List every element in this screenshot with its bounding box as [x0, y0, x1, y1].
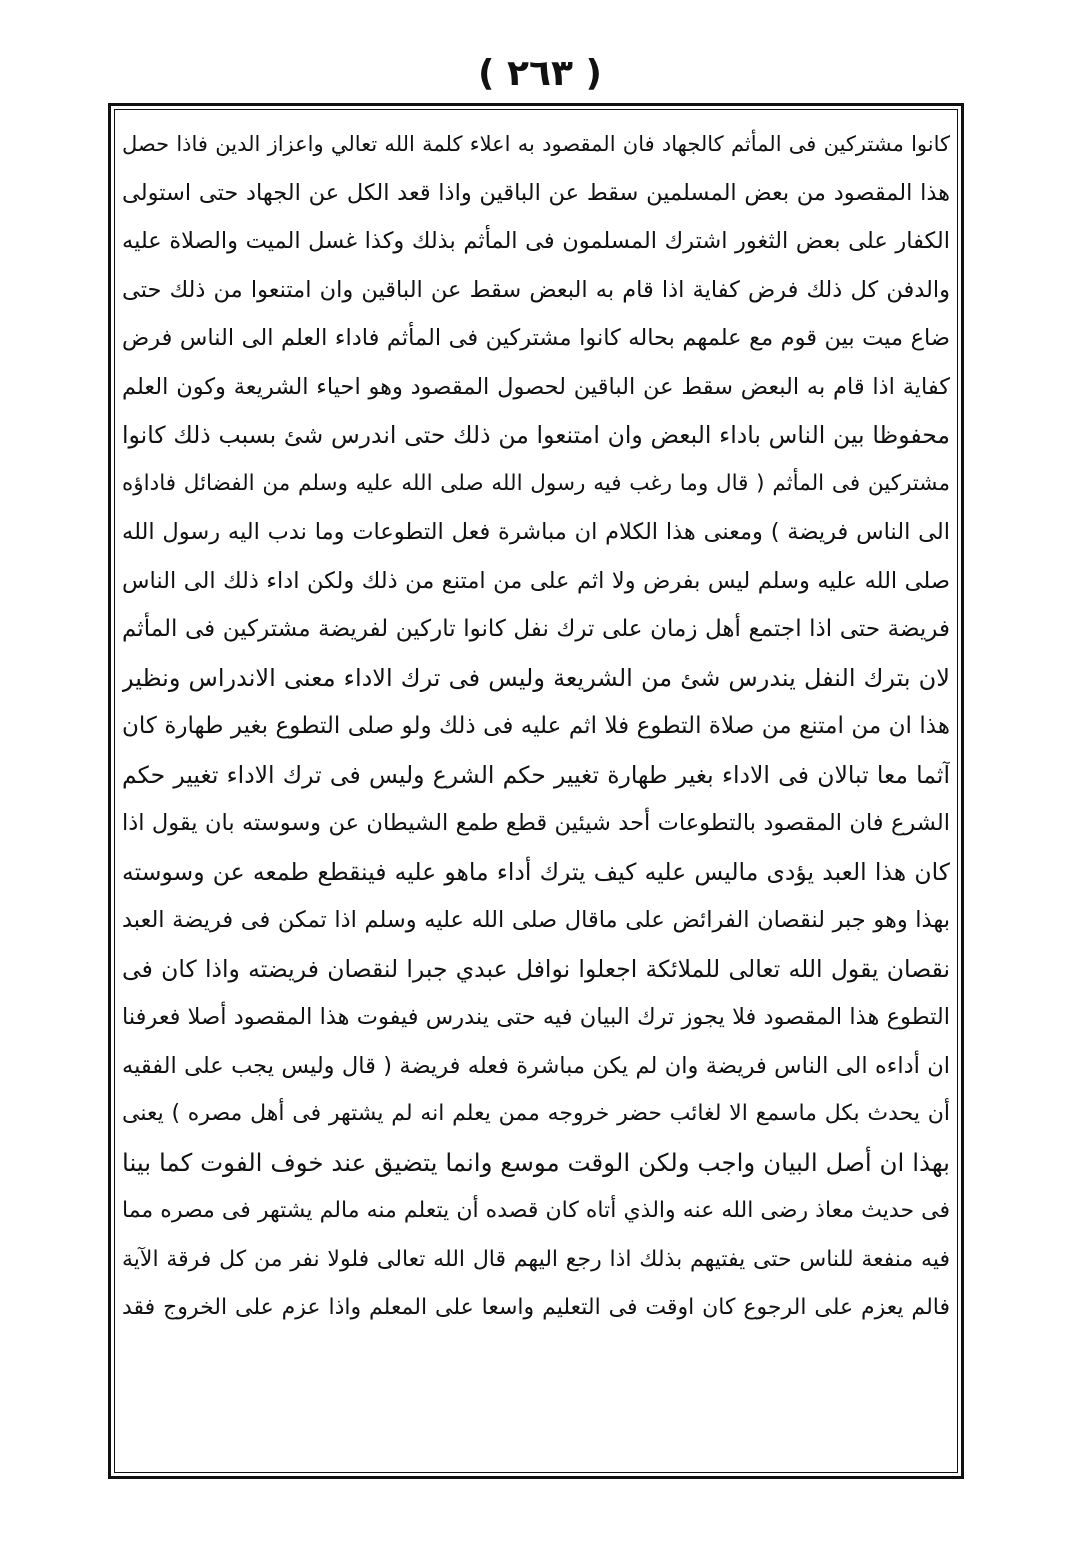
text-line: نقصان يقول الله تعالى للملائكة اجعلوا نوافل عبدي جبرا لنقصان فريضته واذا كان فى [122, 954, 950, 983]
text-line: مشتركين فى المأثم ( قال وما رغب فيه رسول الله صلى الله عليه وسلم من الفضائل فاداؤه [122, 470, 950, 496]
text-line: هذا ان من امتنع من صلاة التطوع فلا اثم عليه فى ذلك ولو صلى التطوع بغير طهارة كان [122, 713, 950, 739]
text-line: صلى الله عليه وسلم ليس بفرض ولا اثم على من امتنع من ذلك ولكن اداء ذلك الى الناس [122, 567, 950, 594]
text-line: الكفار على بعض الثغور اشترك المسلمون فى المأثم بذلك وكذا غسل الميت والصلاة عليه [122, 228, 950, 254]
text-line: ان أداءه الى الناس فريضة وان لم يكن مباشرة فعله فريضة ( قال وليس يجب على الفقيه [122, 1052, 950, 1079]
text-line: بهذا وهو جبر لنقصان الفرائض على ماقال صلى الله عليه وسلم اذا تمكن فى فريضة العبد [122, 907, 950, 933]
page-number: ( ٢٦٣ ) [478, 53, 602, 94]
text-line: كفاية اذا قام به البعض سقط عن الباقين لحصول المقصود وهو احياء الشريعة وكون العلم [122, 373, 950, 400]
text-line: والدفن كل ذلك فرض كفاية اذا قام به البعض سقط عن الباقين وان امتنعوا من ذلك حتى [122, 276, 950, 303]
text-line: أن يحدث بكل ماسمع الا لغائب حضر خروجه ممن يعلم انه لم يشتهر فى أهل مصره ) يعنى [122, 1101, 950, 1126]
text-line: بهذا ان أصل البيان واجب ولكن الوقت موسع وانما يتضيق عند خوف الفوت كما بينا [122, 1147, 950, 1177]
text-line: آثما معا تبالان فى الاداء بغير طهارة تغيير حكم الشرع وليس فى ترك الاداء تغيير حكم [122, 760, 950, 789]
text-line: الشرع فان المقصود بالتطوعات أحد شيئين قطع طمع الشيطان عن وسوسته بان يقول اذا [122, 810, 950, 836]
text-line: فى حديث معاذ رضى الله عنه والذي أتاه كان قصده أن يتعلم منه مالم يشتهر فى مصره مما [122, 1198, 950, 1223]
text-body [122, 120, 950, 1460]
text-line: فريضة حتى اذا اجتمع أهل زمان على ترك نفل كانوا تاركين لفريضة مشتركين فى المأثم [122, 616, 950, 642]
text-line: التطوع هذا المقصود فلا يجوز ترك البيان فيه حتى يندرس فيفوت هذا المقصود أصلا فعرفنا [122, 1004, 950, 1030]
text-line: كان هذا العبد يؤدى ماليس عليه كيف يترك أداء ماهو عليه فينقطع طمعه عن وسوسته [122, 857, 950, 886]
text-line: فالم يعزم على الرجوع كان اوقت فى التعليم واسعا على المعلم واذا عزم على الخروج فقد [122, 1295, 950, 1320]
text-line: كانوا مشتركين فى المأثم كالجهاد فان المقصود به اعلاء كلمة الله تعالي واعزاز الدين فاذا حصل [122, 132, 950, 156]
text-line: محفوظا بين الناس باداء البعض وان امتنعوا من ذلك حتى اندرس شئ بسبب ذلك كانوا [122, 421, 950, 449]
text-line: ضاع ميت بين قوم مع علمهم بحاله كانوا مشتركين فى المأثم فاداء العلم الى الناس فرض [122, 325, 950, 351]
text-line: هذا المقصود من بعض المسلمين سقط عن الباقين واذا قعد الكل عن الجهاد حتى استولى [122, 179, 950, 206]
text-line: لان بترك النفل يندرس شئ من الشريعة وليس فى ترك الاداء معنى الاندراس ونظير [122, 663, 950, 692]
text-line: فيه منفعة للناس حتى يفتيهم بذلك اذا رجع اليهم قال الله تعالى فلولا نفر من كل فرقة الآية [122, 1246, 950, 1272]
text-line: الى الناس فريضة ) ومعنى هذا الكلام ان مباشرة فعل التطوعات وما ندب اليه رسول الله [122, 519, 950, 545]
